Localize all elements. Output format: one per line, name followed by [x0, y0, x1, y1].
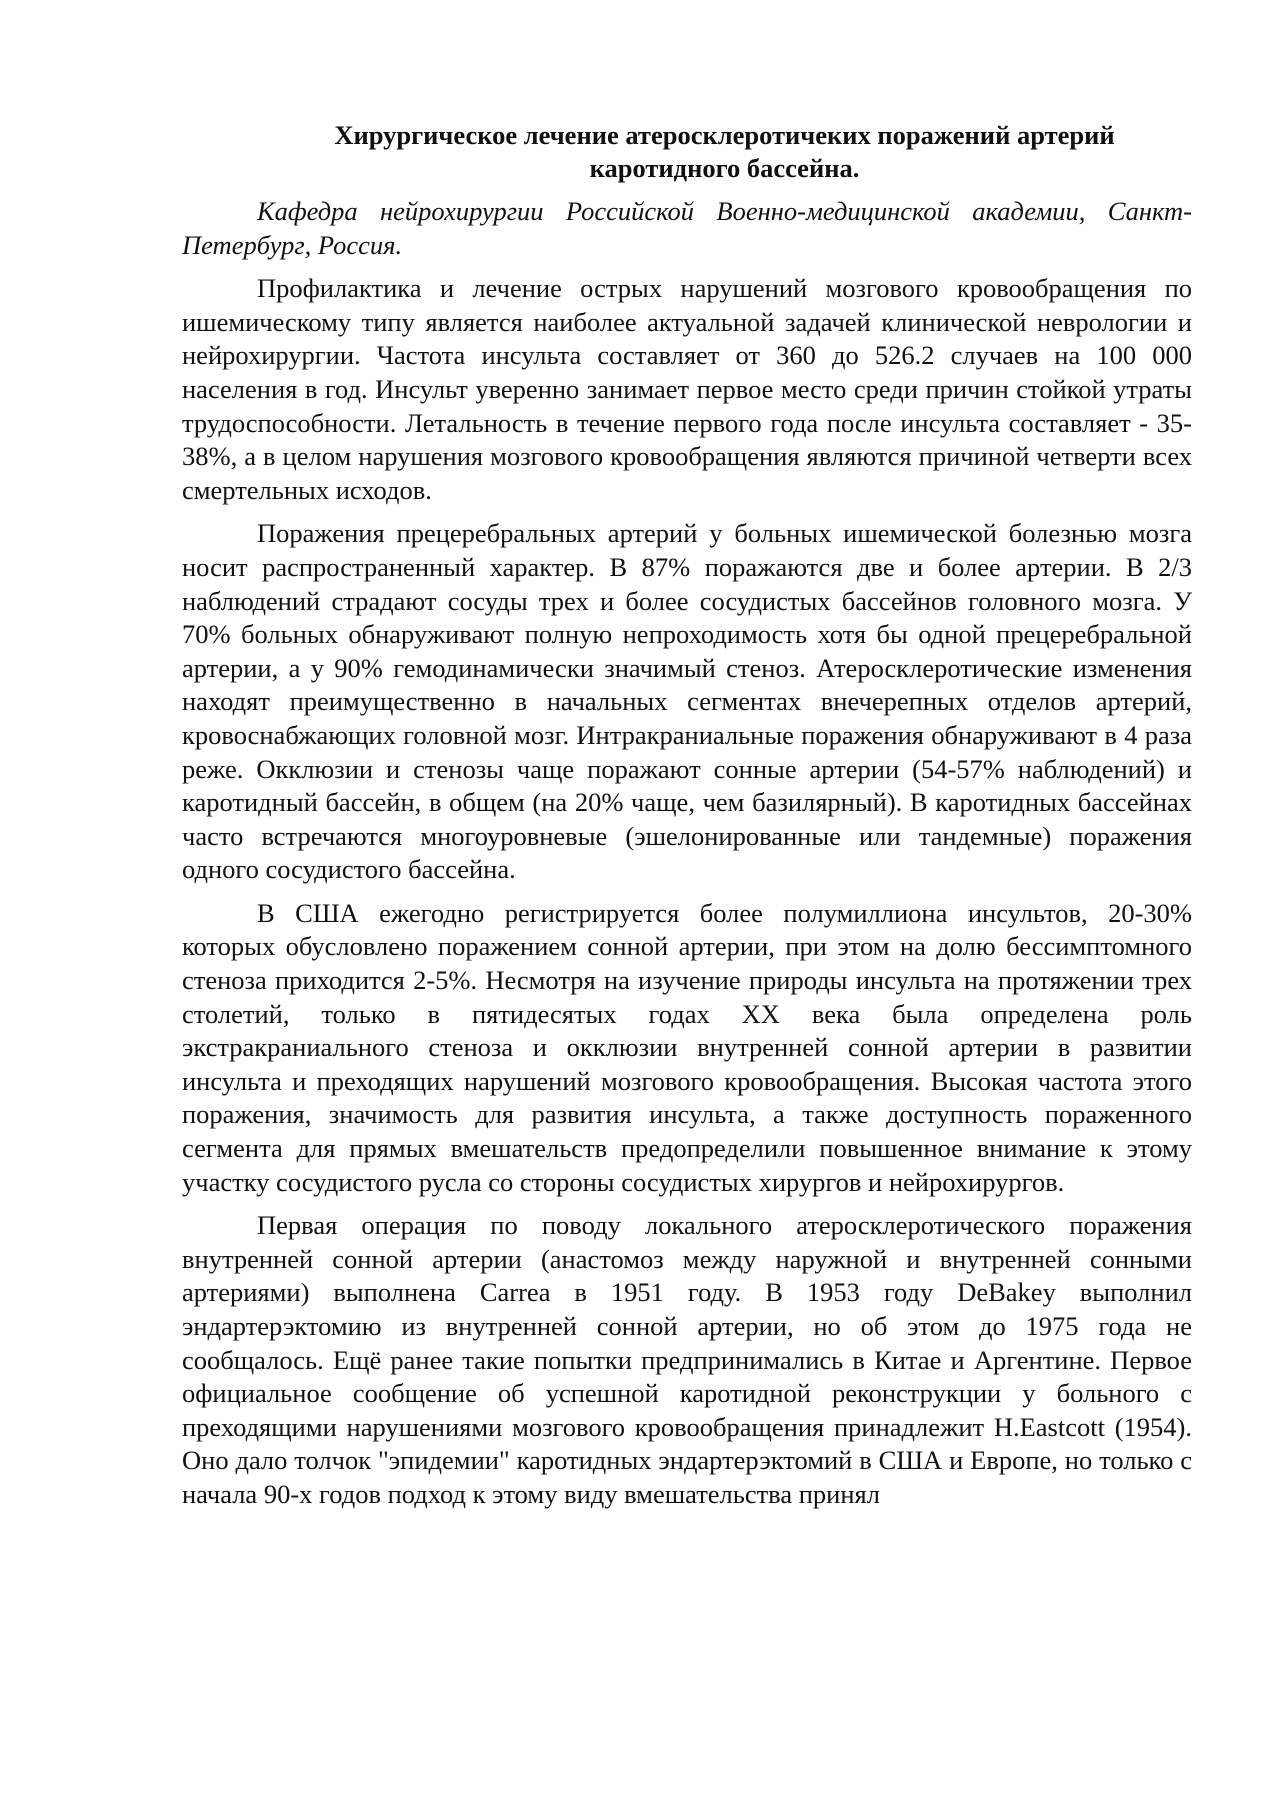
paragraph-4: Первая операция по поводу локального атеросклеротического поражения внутренней сонной артерии (анастомоз между наружной и внутренней сонными артериями) выполнена Carrea в 1951 году. В 1953 году DeBakey выполнил эндартерэктомию из внутренней сонной артерии, но об этом до 1975 года не сообщалось. Ещё ранее такие попытки предпринимались в Китае и Аргентине. Первое официальное сообщение об успешной каротидной реконструкции у больного с преходящими нарушениями мозгового кровообращения принадлежит H.Eastcott (1954). Оно дало толчок "эпидемии" каротидных эндартерэктомий в США и Европе, но только с начала 90-х годов подход к этому виду вмешательства принял	[182, 1210, 1192, 1509]
title-line-2: каротидного бассейна.	[589, 153, 860, 183]
title-line-1: Хирургическое лечение атеросклеротичеких поражений артерий	[334, 120, 1115, 150]
paragraph-2: Поражения прецеребральных артерий у больных ишемической болезнью мозга носит распространенный характер. В 87% поражаются две и более артерии. В 2/3 наблюдений страдают сосуды трех и более сосудистых бассейнов головного мозга. У 70% больных обнаруживают полную непроходимость хотя бы одной прецеребральной артерии, а у 90% гемодинамически значимый стеноз. Атеросклеротические изменения находят преимущественно в начальных сегментах внечерепных отделов артерий, кровоснабжающих головной мозг. Интракраниальные поражения обнаруживают в 4 раза реже. Окклюзии и стенозы чаще поражают сонные артерии (54-57% наблюдений) и каротидный бассейн, в общем (на 20% чаще, чем базилярный). В каротидных бассейнах часто встречаются многоуровневые (эшелонированные или тандемные) поражения одного сосудистого бассейна.	[182, 518, 1192, 885]
affiliation: Кафедра нейрохирургии Российской Военно-медицинской академии, Санкт-Петербург, Россия.	[182, 196, 1192, 260]
paragraph-3: В США ежегодно регистрируется более полумиллиона инсультов, 20-30% которых обусловлено поражением сонной артерии, при этом на долю бессимптомного стеноза приходится 2-5%. Несмотря на изучение природы инсульта на протяжении трех столетий, только в пятидесятых годах XX века была определена роль экстракраниального стеноза и окклюзии внутренней сонной артерии в развитии инсульта и преходящих нарушений мозгового кровообращения. Высокая частота этого поражения, значимость для развития инсульта, а также доступность пораженного сегмента для прямых вмешательств предопределили повышенное внимание к этому участку сосудистого русла со стороны сосудистых хирургов и нейрохирургов.	[182, 897, 1192, 1197]
document-title	[182, 119, 1192, 185]
paragraph-1: Профилактика и лечение острых нарушений мозгового кровообращения по ишемическому типу является наиболее актуальной задачей клинической неврологии и нейрохирургии. Частота инсульта составляет от 360 до 526.2 случаев на 100 000 населения в год. Инсульт уверенно занимает первое место среди причин стойкой утраты трудоспособности. Летальность в течение первого года после инсульта составляет - 35-38%, а в целом нарушения мозгового кровообращения являются причиной четверти всех смертельных исходов.	[182, 273, 1192, 505]
document-page	[182, 119, 1192, 1512]
